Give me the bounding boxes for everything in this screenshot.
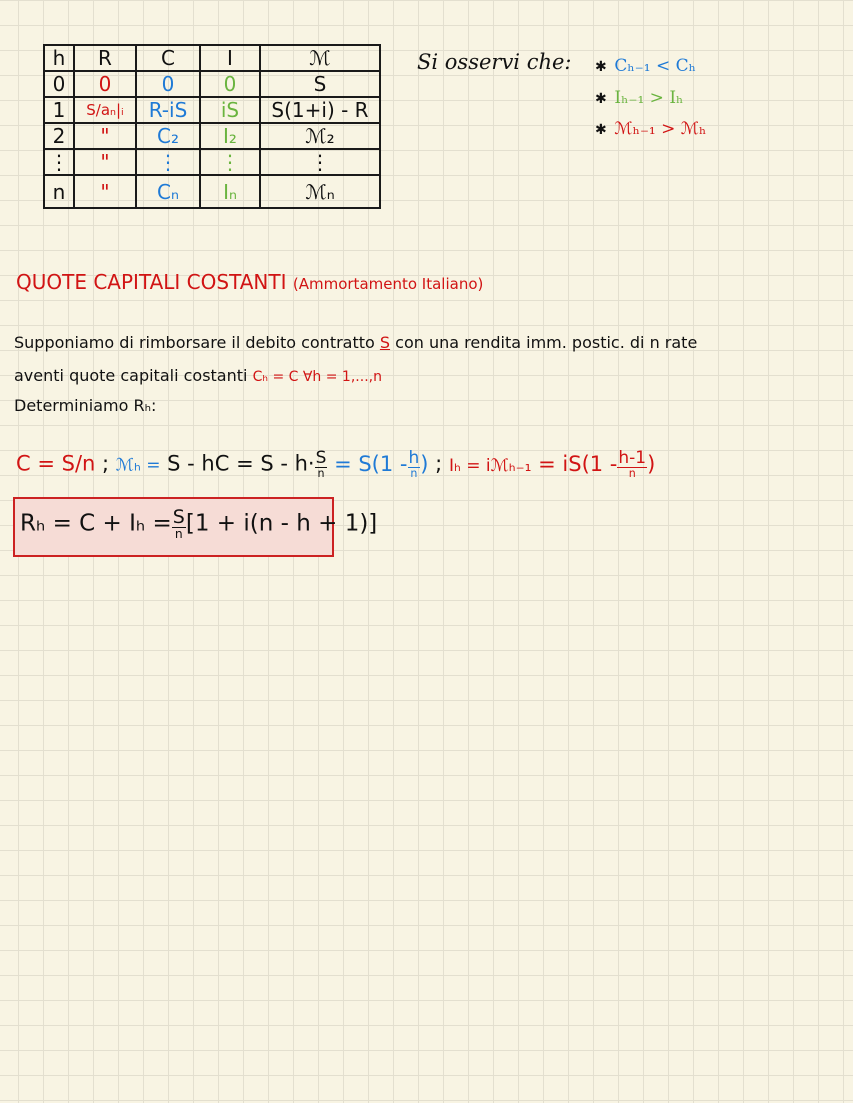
bullet-icon: ✱ (595, 91, 607, 107)
cell-c: ⋮ (136, 149, 200, 175)
cell-m: S (260, 71, 380, 97)
observation-item (595, 88, 683, 108)
section-title (16, 270, 483, 294)
cell-m: ⋮ (260, 149, 380, 175)
paragraph-text: aventi quote capitali costanti (14, 366, 248, 385)
formula-line (16, 450, 655, 479)
observation-text: Iₕ₋₁ > Iₕ (614, 88, 684, 108)
cell-m: S(1+i) - R (260, 97, 380, 123)
condition-text: Cₕ = C ∀h = 1,...,n (252, 369, 382, 385)
header-c: C (136, 45, 200, 71)
paragraph-line-1 (14, 333, 697, 352)
cell-c: 0 (136, 71, 200, 97)
cell-i: ⋮ (200, 149, 260, 175)
cell-i: 0 (200, 71, 260, 97)
i-lhs: Iₕ = iℳₕ₋₁ (448, 455, 532, 476)
cell-m: ℳₙ (260, 175, 380, 208)
frac-num: h (408, 448, 420, 468)
cell-c: Cₙ (136, 175, 200, 208)
m-lhs: ℳₕ = (115, 455, 161, 476)
frac-den: n (174, 527, 183, 541)
table-row (44, 175, 380, 208)
cell-r: " (74, 123, 136, 149)
section-subtitle: (Ammortamento Italiano) (292, 275, 484, 293)
fraction-h1-over-n (617, 450, 647, 479)
frac-den: n (628, 467, 636, 480)
separator: ; (435, 451, 443, 476)
cell-h: ⋮ (44, 149, 74, 175)
boxed-rhs: [1 + i(n - h + 1)] (185, 510, 378, 537)
header-m: ℳ (260, 45, 380, 71)
separator: ; (102, 451, 110, 476)
section-heading: QUOTE CAPITALI COSTANTI (16, 270, 287, 294)
bullet-icon: ✱ (595, 59, 607, 75)
header-i: I (200, 45, 260, 71)
cell-r: " (74, 149, 136, 175)
cell-i: I₂ (200, 123, 260, 149)
paragraph-line-2 (14, 366, 382, 385)
cell-m: ℳ₂ (260, 123, 380, 149)
frac-den: n (317, 467, 325, 480)
observation-text: Cₕ₋₁ < Cₕ (614, 56, 696, 76)
table-row (44, 71, 380, 97)
cell-h: n (44, 175, 74, 208)
paragraph-text: Supponiamo di rimborsare il debito contratto (14, 333, 375, 352)
amortization-table (43, 44, 381, 209)
cell-c: R-iS (136, 97, 200, 123)
fraction-s-over-n (315, 450, 328, 479)
observation-item (595, 56, 696, 76)
observation-text: ℳₕ₋₁ > ℳₕ (614, 119, 707, 139)
cell-i: Iₙ (200, 175, 260, 208)
cell-i: iS (200, 97, 260, 123)
header-h: h (44, 45, 74, 71)
frac-num: h-1 (618, 448, 647, 468)
cell-r: 0 (74, 71, 136, 97)
cell-c: C₂ (136, 123, 200, 149)
m-middle: S - hC = S - h· (167, 451, 315, 476)
cell-h: 0 (44, 71, 74, 97)
frac-num: S (172, 506, 185, 528)
table-header-row (44, 45, 380, 71)
debt-symbol: S (379, 333, 391, 352)
fraction-s-over-n (172, 508, 186, 540)
close-paren: ) (420, 451, 429, 476)
boxed-formula (20, 508, 377, 540)
cell-r: " (74, 175, 136, 208)
close-paren: ) (647, 451, 656, 476)
cell-h: 1 (44, 97, 74, 123)
cell-r: S/aₙ|ᵢ (74, 97, 136, 123)
cell-h: 2 (44, 123, 74, 149)
paragraph-text: con una rendita imm. postic. di n rate (395, 333, 698, 352)
frac-den: n (410, 467, 418, 480)
c-equation: C = S/n (16, 451, 96, 476)
fraction-h-over-n (408, 450, 421, 479)
table-row (44, 149, 380, 175)
header-r: R (74, 45, 136, 71)
bullet-icon: ✱ (595, 122, 607, 138)
paragraph-line-3: Determiniamo Rₕ: (14, 396, 157, 415)
table-row (44, 97, 380, 123)
boxed-lhs: Rₕ = C + Iₕ = (20, 510, 172, 537)
observations-title: Si osservi che: (417, 50, 572, 74)
i-equation (448, 448, 656, 480)
m-eq: = S(1 - (334, 451, 408, 476)
table-row (44, 123, 380, 149)
observation-item (595, 119, 706, 139)
i-eq: = iS(1 - (538, 451, 618, 476)
frac-num: S (315, 448, 327, 468)
m-result (334, 448, 429, 480)
